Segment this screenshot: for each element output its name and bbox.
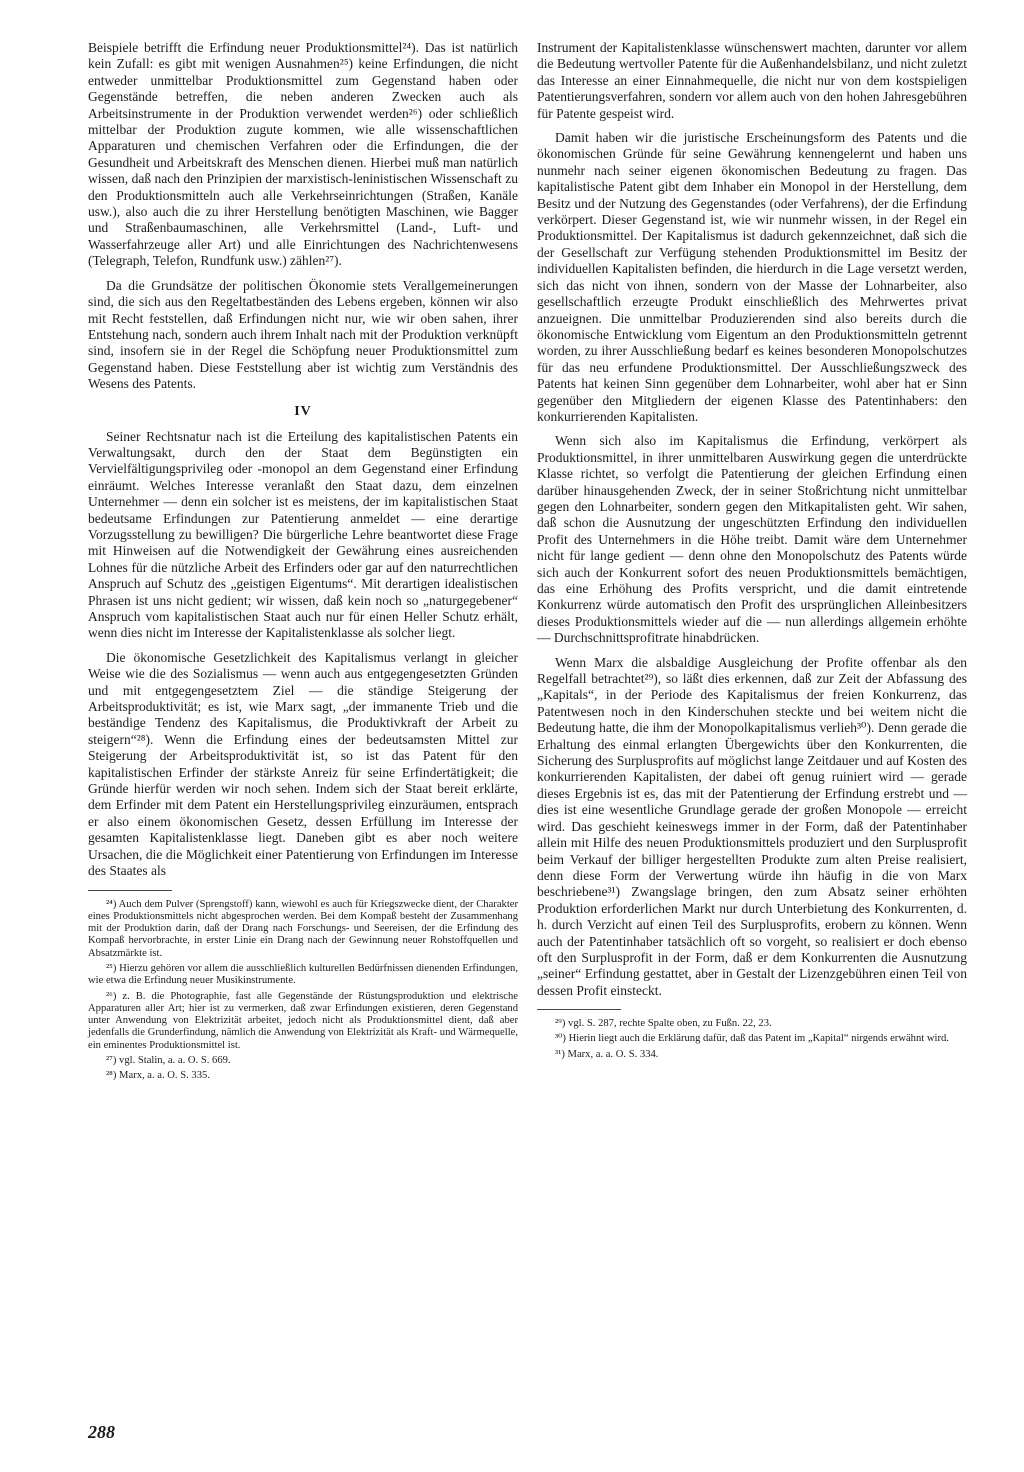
body-paragraph: Wenn sich also im Kapitalismus die Erfindung, verkörpert als Produktionsmittel, in ihrer unmittelbaren Auswirkung gegen die unterdrückte Klasse richtet, so verfolgt die Patentierung der gleichen Erfindung einen darüber hinausgehenden Zweck, der in seiner Stoßrichtung nicht unmittelbar gegen den Lohnarbeiter, sondern gegen den Mitkapitalisten geht. Wir sahen, daß schon die Ausnutzung der ungeschützten Erfindung den individuellen Profit des Unternehmers in die Höhe treibt. Damit wäre dem Unternehmer nicht für lange gedient — denn ohne den Monopolschutz des Patents würde sich auch der Konkurrent sofort des neuen Produktionsmittels bemächtigen, das eine Erhöhung des Profits verspricht, und die damit eintretende Konkurrenz würde automatisch den Profit des ursprünglichen Alleinbesitzers dieses Produktionsmittels wieder auf die — nun allerdings allgemein erhöhte — Durchschnittsprofitrate hinabdrücken. [537,433,967,646]
body-paragraph: Da die Grundsätze der politischen Ökonomie stets Verallgemeinerungen sind, die sich aus den Regeltatbeständen des Lebens ergeben, können wir also mit Recht feststellen, daß Erfindungen nicht nur, wie wir oben sahen, ihrer Entstehung nach, sondern auch ihrem Inhalt nach mit der Produktion verknüpft sind, insofern sie in der Regel die Schöpfung neuer Produktionsmittel zum Gegenstand haben. Diese Feststellung aber ist wichtig zum Verständnis des Wesens des Patents. [88,277,518,392]
body-paragraph: Die ökonomische Gesetzlichkeit des Kapitalismus verlangt in gleicher Weise wie die des Sozialismus — wenn auch aus entgegengesetzten Gründen und mit entgegengesetztem Ziel — die ständige Steigerung der Arbeitsproduktivität; es ist, wie Marx sagt, „der immanente Trieb und die beständige Tendenz des Kapitalismus, die Produktivkraft der Arbeit zu steigern“²⁸). Wenn die Erfindung eines der bedeutsamsten Mittel zur Steigerung der Arbeitsproduktivität ist, so ist das Patent für den kapitalistischen Erfinder der stärkste Anreiz für seine Erfindertätigkeit; die Gründe hierfür werden wir noch sehen. Indem sich der Staat bereit erklärte, dem Erfinder mit dem Patent ein Herstellungsprivileg einzuräumen, entsprach er also einem ökonomischen Gesetz, dessen Erfüllung im Interesse der gesamten Kapitalistenklasse liegt. Daneben gibt es aber noch weitere Ursachen, die die Möglichkeit einer Patentierung von Erfindungen im Interesse des Staates als [88,649,518,879]
footnote: ³¹) Marx, a. a. O. S. 334. [555,1048,659,1060]
body-paragraph: Beispiele betrifft die Erfindung neuer Produktionsmittel²⁴). Das ist natürlich kein Zufall: es gibt mit wenigen Ausnahmen²⁵) keine Erfindungen, die nicht entweder unmittelbar Produktionsmittel zum Gegenstand haben oder Gegenstände betreffen, die neben anderen Zwecken auch als Arbeitsinstrumente in der Produktion verwendet werden²⁶) oder schließlich mittelbar der Produktion zugute kommen, wie alle wissenschaftlichen Apparaturen und chemischen Verfahren oder die Erfindungen, die der Gesundheit und Arbeitskraft des Menschen dienen. Hierbei muß man natürlich wissen, daß nach den Prinzipien der marxistisch-leninistischen Wissenschaft zu den Produktionsmitteln auch alle Verkehrseinrichtungen (Straßen, Kanäle usw.), also auch die zu ihrer Herstellung benötigten Maschinen, wie Bagger und Straßenbaumaschinen, alle Verkehrsmittel (Land-, Luft- und Wasserfahrzeuge aller Art) und alle Einrichtungen des Nachrichtenwesens (Telegraph, Telefon, Rundfunk usw.) zählen²⁷). [88,40,518,269]
footnote: ²⁸) Marx, a. a. O. S. 335. [106,1070,210,1082]
footnote: ²⁹) vgl. S. 287, rechte Spalte oben, zu Fußn. 22, 23. [555,1018,772,1030]
footnote: ²⁶) z. B. die Photographie, fast alle Gegenstände der Rüstungsproduktion und elektrische Apparaturen aller Art; hier ist zu vermerken, daß zwar Erfindungen existieren, deren Gegenstand unter Anwendung von Elektrizität arbeitet, jedoch nicht als Produktionsmittel dient, daß aber jedenfalls die Grunderfindung, nämlich die Anwendung von Elektrizität als Kraft- und Wärmequelle, ein eminentes Produktionsmittel ist. [88,990,518,1051]
body-paragraph: Damit haben wir die juristische Erscheinungsform des Patents und die ökonomischen Gründe für seine Gewährung kennengelernt und haben uns nunmehr nach seiner eigenen ökonomischen Bedeutung zu fragen. Das kapitalistische Patent gibt dem Inhaber ein Monopol in der Herstellung, dem Besitz und der Nutzung des Gegenstandes (oder Verfahrens), der die Erfindung verkörpert. Dieser Gegenstand ist, wie wir nunmehr wissen, in der Regel ein Produktionsmittel. Der Kapitalismus ist dadurch gekennzeichnet, daß sich die der Gesellschaft zur Verfügung stehenden Produktionsmittel im Besitz der individuellen Kapitalisten befinden, die hierdurch in die Lage versetzt werden, sich das nicht von ihnen, sondern von der Masse der Lohnarbeiter, also gesellschaftlich erzeugte Produkt einschließlich des Mehrwertes privat anzueignen. Die unmittelbar Produzierenden sind also bereits durch die ökonomische Entwicklung vom Eigentum an den Produktionsmitteln getrennt worden, zu ihrer Ausschließung bedarf es keines besonderen Monopolschutzes für das neu erfundene Produktionsmittel. Der Ausschließungszweck des Patents hat keinen Sinn gegenüber dem Lohnarbeiter, wohl aber hat er Sinn gegenüber den Mitgliedern der eigenen Klasse des Patentinhabers: den konkurrierenden Kapitalisten. [537,130,967,424]
footnote: ³⁰) Hierin liegt auch die Erklärung dafür, daß das Patent im „Kapital“ nirgends erwähnt wird. [555,1033,949,1045]
footnote-divider [88,890,172,891]
body-paragraph: Instrument der Kapitalistenklasse wünschenswert machten, darunter vor allem die Bedeutung wertvoller Patente für die Außenhandelsbilanz, und nicht zuletzt das Interesse an einer Einnahmequelle, die nicht nur von dem kostspieligen Patentierungsverfahren, sondern vor allem auch von den hohen Jahresgebühren für Patente gespeist wird. [537,40,967,121]
footnote: ²⁷) vgl. Stalin, a. a. O. S. 669. [106,1055,231,1067]
section-heading: IV [294,403,312,419]
footnote: ²⁴) Auch dem Pulver (Sprengstoff) kann, wiewohl es auch für Kriegszwecke dient, der Charakter eines Produktionsmittels nicht abgesprochen werden. Bei dem Kompaß besteht der Zusammenhang mit der Produktion darin, daß der Drang nach Forschungs- und Seereisen, der die Erfindung des Kompaß hervorbrachte, in erster Linie ein Drang nach der Gewinnung neuer Rohstoffquellen und Absatzmärkte ist. [88,898,518,959]
footnote-divider [537,1009,621,1010]
page-number: 288 [88,1422,115,1442]
body-paragraph: Wenn Marx die alsbaldige Ausgleichung der Profite offenbar als den Regelfall betrachtet²⁹), so läßt dies erkennen, daß zur Zeit der Abfassung des „Kapitals“, in der Periode des Kapitalismus der freien Konkurrenz, das Patentwesen noch in den Kinderschuhen steckte und bei weitem nicht die Bedeutung hatte, die ihm der Monopolkapitalismus verlieh³⁰). Denn gerade die Erhaltung des einmal erlangten Übergewichts über den Konkurrenten, die Sicherung des Surplusprofits auf möglichst lange Zeitdauer und auf Kosten des konkurrierenden Kapitalisten, der dabei oft genug ruiniert wird — gerade dieses Ergebnis ist es, das mit der Patentierung der Erfindung erstrebt und — dies ist eine wesentliche Grundlage gerade der großen Monopole — erreicht wird. Das geschieht keineswegs immer in der Form, daß der Patentinhaber allein mit Hilfe des neuen Produktionsmittels produziert und den Surplusprofit beim Verkauf der billiger hergestellten Produkte zum alten Preise realisiert, denn diese Form der Verwertung würde ihn häufig in die von Marx beschriebene³¹) Zwangslage bringen, den zum Absatz seiner erhöhten Produktion erforderlichen Markt nur durch Unterbietung des Konkurrenten, d. h. durch Verzicht auf einen Teil des Surplusprofits, erobern zu können. Wenn auch der Patentinhaber tatsächlich oft so vorgeht, so realisiert er doch ebenso oft den Surplusprofit in der Form, daß er dem Konkurrenten die Ausnutzung „seiner“ Erfindung gestattet, aber in Gestalt der Lizenzgebühren einen Teil von dessen Profit einsteckt. [537,654,967,998]
right-column [537,40,967,1064]
body-paragraph: Seiner Rechtsnatur nach ist die Erteilung des kapitalistischen Patents ein Verwaltungsakt, durch den der Staat dem Begünstigten ein Vervielfältigungsprivileg oder -monopol an dem Gegenstand einer Erfindung einräumt. Welches Interesse veranlaßt den Staat dazu, dem einzelnen Unternehmer — denn ein solcher ist es meistens, der im kapitalistischen Staat bedeutsame Erfindungen zur Patentierung anmeldet — eine derartige Vorzugsstellung zu bewilligen? Die bürgerliche Lehre beantwortet diese Frage mit Hinweisen auf die Notwendigkeit der Gewährung eines ausreichenden Lohnes für die nützliche Arbeit des Erfinders oder gar auf den naturrechtlichen Anspruch auf Schutz des „geistigen Eigentums“. Mit derartigen idealistischen Phrasen ist uns nicht gedient; wir wissen, daß kein noch so „naturgegebener“ Anspruch vom kapitalistischen Staat auch nur für einen Heller Schutz erhält, wenn dies nicht im Interesse der Kapitalistenklasse als solcher liegt. [88,428,518,641]
left-column [88,40,518,1086]
footnote: ²⁵) Hierzu gehören vor allem die ausschließlich kulturellen Bedürfnissen dienenden Erfindungen, wie etwa die Erfindung neuer Musikinstrumente. [88,962,518,987]
